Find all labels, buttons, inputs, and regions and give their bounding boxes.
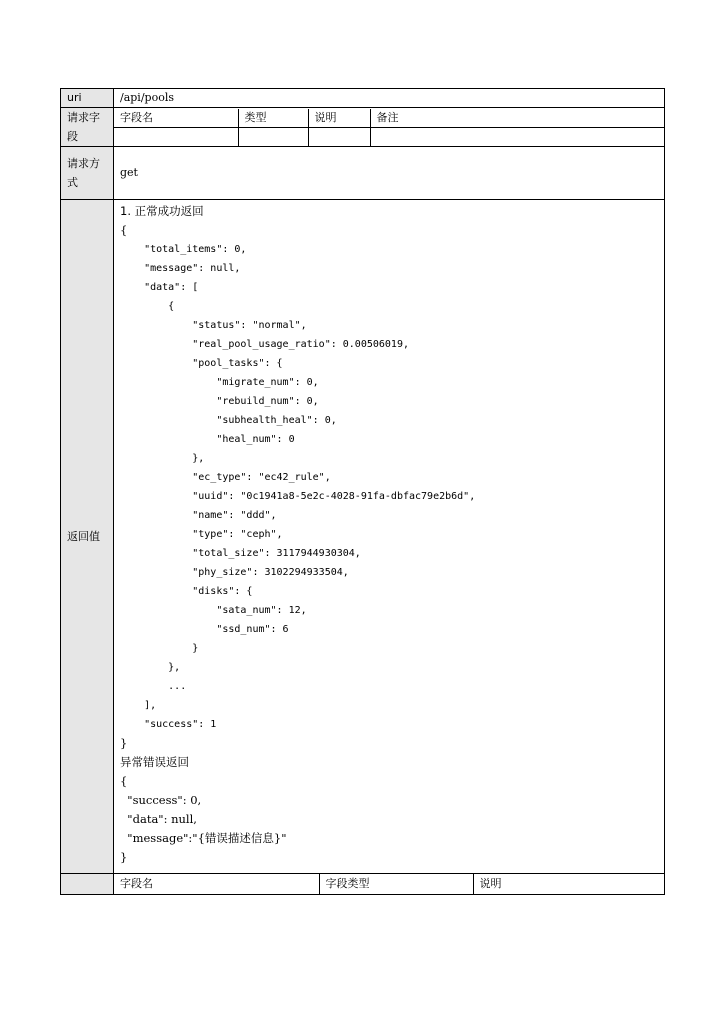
code-line: "subhealth_heal": 0, [120, 415, 337, 426]
code-line: } [120, 643, 199, 654]
response-fields-label [61, 874, 114, 895]
response-fields-header [114, 874, 664, 894]
return-value-label: 返回值 [61, 200, 114, 874]
request-method-label: 请求方式 [61, 147, 114, 200]
col-field-name: 字段名 [120, 877, 153, 890]
request-fields-header [114, 109, 664, 128]
code-line: "total_items": 0, [120, 244, 247, 255]
code-line: "ssd_num": 6 [120, 624, 289, 635]
col-remark: 备注 [370, 109, 664, 128]
code-line: "success": 1 [120, 719, 217, 730]
response-fields-row [61, 874, 665, 895]
code-line: "heal_num": 0 [120, 434, 295, 445]
uri-row [61, 89, 665, 108]
code-line: "ec_type": "ec42_rule", [120, 472, 331, 483]
code-line: "message":"{错误描述信息}" [120, 831, 287, 845]
api-doc-table [60, 88, 665, 895]
request-fields-row [61, 108, 665, 147]
code-line: } [120, 850, 128, 864]
code-line: } [120, 736, 128, 750]
return-value-row [61, 200, 665, 874]
code-line: { [120, 223, 128, 237]
code-line: "pool_tasks": { [120, 358, 283, 369]
code-line: "sata_num": 12, [120, 605, 307, 616]
code-line: "rebuild_num": 0, [120, 396, 319, 407]
code-line: }, [120, 662, 181, 673]
code-line: "data": null, [120, 812, 197, 826]
code-line: { [120, 301, 175, 312]
code-line: "phy_size": 3102294933504, [120, 567, 349, 578]
code-line: "data": [ [120, 282, 199, 293]
code-line: "migrate_num": 0, [120, 377, 319, 388]
request-fields-label: 请求字段 [61, 108, 114, 147]
col-field-type: 字段类型 [319, 874, 473, 894]
uri-label: uri [61, 89, 114, 108]
request-fields-empty-row [114, 127, 664, 146]
code-line: "message": null, [120, 263, 241, 274]
return-value-body [114, 200, 665, 874]
code-line: "real_pool_usage_ratio": 0.00506019, [120, 339, 409, 350]
col-description: 说明 [308, 109, 370, 128]
request-method-row [61, 147, 665, 200]
code-line: ], [120, 700, 157, 711]
code-line: "uuid": "0c1941a8-5e2c-4028-91fa-dbfac79e2b6d", [120, 491, 476, 502]
request-fields-table [114, 109, 664, 146]
code-line: ... [120, 681, 187, 692]
code-line: "type": "ceph", [120, 529, 283, 540]
col-field-name: 字段名 [114, 109, 238, 128]
error-heading: 异常错误返回 [120, 755, 189, 769]
response-fields-table [114, 874, 664, 894]
code-line: }, [120, 453, 205, 464]
code-line: "success": 0, [120, 793, 202, 807]
request-method-value: get [114, 147, 665, 200]
code-line: "total_size": 3117944930304, [120, 548, 361, 559]
uri-value: /api/pools [114, 89, 665, 108]
code-line: "disks": { [120, 586, 253, 597]
col-description: 说明 [473, 874, 664, 894]
col-type: 类型 [238, 109, 308, 128]
code-line: "status": "normal", [120, 320, 307, 331]
code-line: { [120, 774, 128, 788]
success-heading: 1. 正常成功返回 [120, 204, 204, 218]
code-line: "name": "ddd", [120, 510, 277, 521]
